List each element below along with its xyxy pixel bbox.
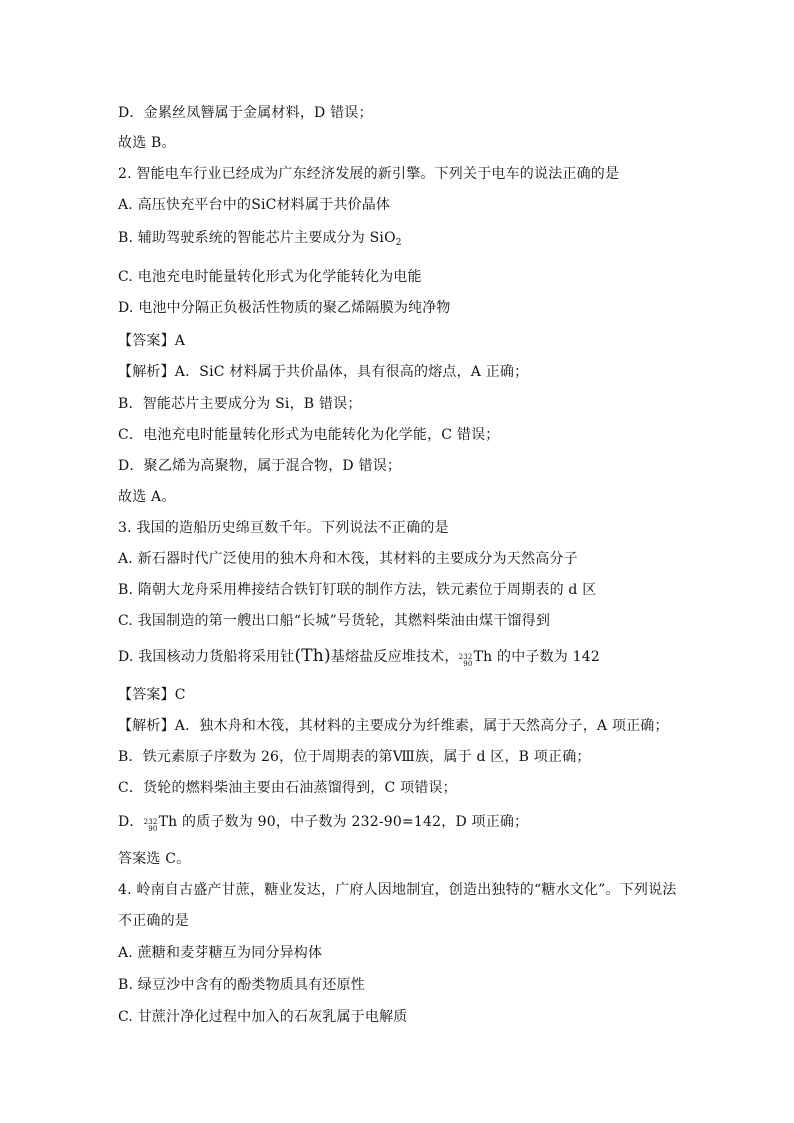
q2-option-a: A. 高压快充平台中的SiC材料属于共价晶体 xyxy=(118,197,391,213)
atomic-number: 90 xyxy=(463,660,473,668)
q4-stem-line-2: 不正确的是 xyxy=(118,913,189,929)
q2-explanation-c: C．电池充电时能量转化形式为电能转化为化学能，C 错误； xyxy=(118,427,500,443)
q3-option-c: C. 我国制造的第一艘出口船“长城”号货轮，其燃料柴油由煤干馏得到 xyxy=(118,613,551,629)
q3-explanation-d xyxy=(118,812,528,833)
mass-number-2: 232 xyxy=(143,818,158,826)
sio2-subscript: 2 xyxy=(395,238,402,248)
prev-answer-select: 故选 B。 xyxy=(118,135,176,151)
q2-option-b xyxy=(118,228,402,253)
q3-option-d-end: 的中子数为 142 xyxy=(492,649,600,665)
q3-option-d xyxy=(118,646,600,668)
q3-stem: 3. 我国的造船历史绵亘数千年。下列说法不正确的是 xyxy=(118,520,449,536)
q2-explanation-d: D．聚乙烯为高聚物，属于混合物，D 错误； xyxy=(118,458,402,474)
q4-option-c: C. 甘蔗汁净化过程中加入的石灰乳属于电解质 xyxy=(118,1009,408,1025)
prev-option-d-explanation: D．金累丝凤簪属于金属材料，D 错误； xyxy=(118,105,373,121)
q3-explanation-d-text: 的质子数为 90，中子数为 232-90=142，D 项正确； xyxy=(177,814,529,830)
q2-explanation-a: 【解析】A．SiC 材料属于共价晶体，具有很高的熔点，A 正确； xyxy=(118,364,529,380)
q3-option-d-mid: 基熔盐反应堆技术， xyxy=(330,649,459,665)
nuclide-notation xyxy=(459,654,473,668)
q4-option-b: B. 绿豆沙中含有的酚类物质具有还原性 xyxy=(118,977,365,993)
q2-stem: 2. 智能电车行业已经成为广东经济发展的新引擎。下列关于电车的说法正确的是 xyxy=(118,166,620,182)
q4-option-a: A. 蔗糖和麦芽糖互为同分异构体 xyxy=(118,945,323,961)
q3-explanation-c: C．货轮的燃料柴油主要由石油蒸馏得到，C 项错误； xyxy=(118,780,457,796)
sio2-formula xyxy=(370,230,402,246)
q4-stem-line-1: 4. 岭南自古盛产甘蔗，糖业发达，广府人因地制宜，创造出独特的“糖水文化”。下列说法 xyxy=(118,882,677,898)
q3-answer: 【答案】C xyxy=(118,687,186,703)
q2-select: 故选 A。 xyxy=(118,489,176,505)
nuclide-notation-2 xyxy=(144,819,158,833)
thorium-symbol: (Th) xyxy=(294,646,331,666)
atomic-number-2: 90 xyxy=(148,825,158,833)
q3-option-a: A. 新石器时代广泛使用的独木舟和木筏，其材料的主要成分为天然高分子 xyxy=(118,551,578,567)
q3-explanation-d-prefix: D． xyxy=(118,814,144,830)
q2-explanation-b: B．智能芯片主要成分为 Si，B 错误； xyxy=(118,396,362,412)
q3-explanation-b: B．铁元素原子序数为 26，位于周期表的第Ⅷ族，属于 d 区，B 项正确； xyxy=(118,749,591,765)
q3-select: 答案选 C。 xyxy=(118,851,191,867)
sio2-symbol: SiO xyxy=(369,230,396,246)
mass-number: 232 xyxy=(458,653,473,661)
q2-option-d: D. 电池中分隔正负极活性物质的聚乙烯隔膜为纯净物 xyxy=(118,300,451,316)
nuclide-symbol-2: Th xyxy=(158,814,178,830)
q3-option-b: B. 隋朝大龙舟采用榫接结合铁钉钉联的制作方法，铁元素位于周期表的 d 区 xyxy=(118,582,597,598)
q2-option-c: C. 电池充电时能量转化形式为化学能转化为电能 xyxy=(118,269,422,285)
q2-option-b-text: B. 辅助驾驶系统的智能芯片主要成分为 xyxy=(118,230,370,246)
q3-option-d-text: D. 我国核动力货船将采用钍 xyxy=(118,649,295,665)
nuclide-symbol: Th xyxy=(473,649,493,665)
q2-answer: 【答案】A xyxy=(118,333,186,349)
q3-explanation-a: 【解析】A．独木舟和木筏，其材料的主要成分为纤维素，属于天然高分子，A 项正确； xyxy=(118,718,669,734)
